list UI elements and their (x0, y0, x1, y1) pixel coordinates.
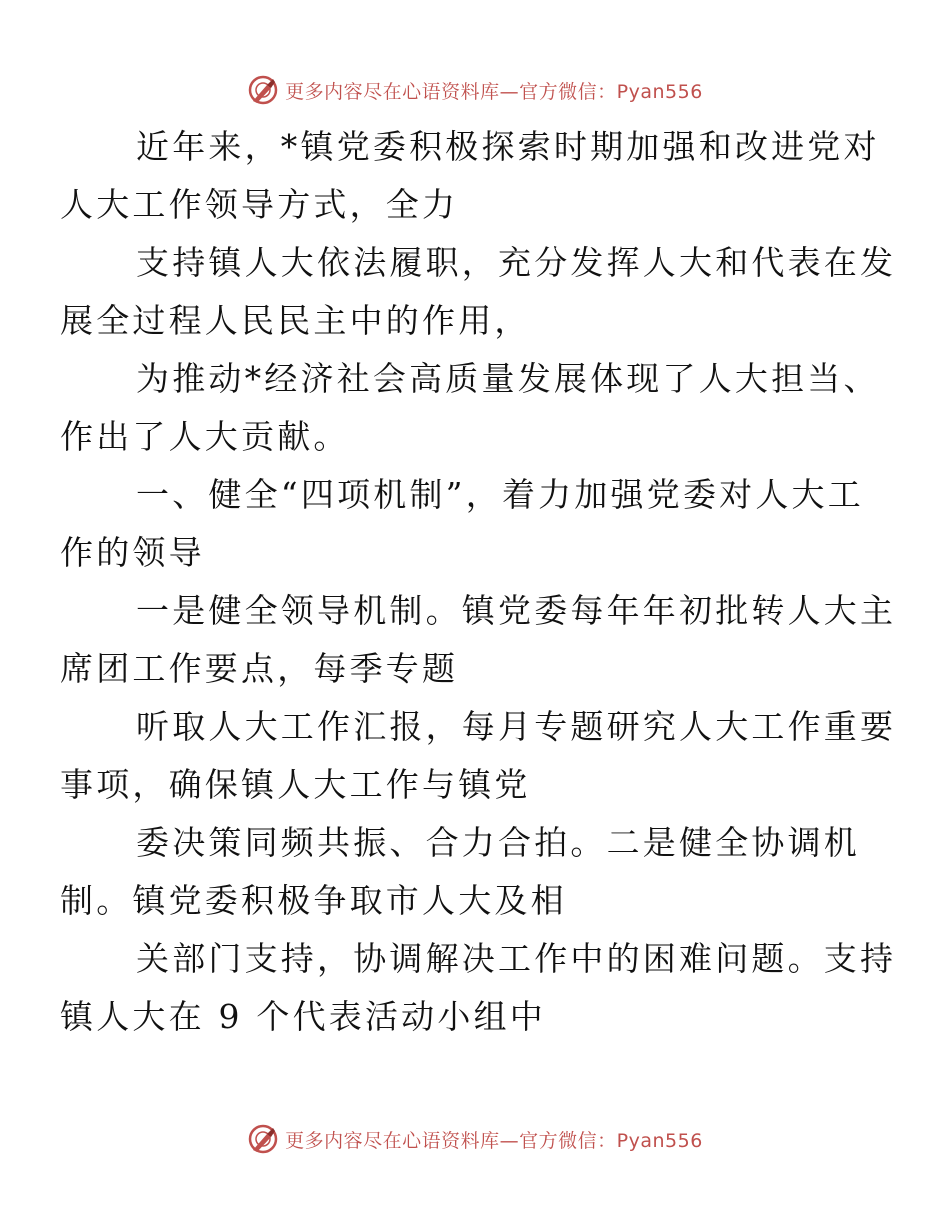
paragraph-line: 人大工作领导方式，全力 (60, 185, 459, 224)
paragraph-6 (60, 698, 897, 814)
pen-nib-circle-icon (247, 74, 279, 106)
paragraph-line: 席团工作要点，每季专题 (60, 649, 459, 688)
header-banner-text: 更多内容尽在心语资料库—官方微信：Pyan556 (285, 80, 703, 103)
paragraph-line: 一、健全“四项机制”，着力加强党委对人大工 (136, 475, 864, 514)
paragraph-line: 作出了人大贡献。 (60, 417, 350, 456)
paragraph-7 (60, 814, 860, 930)
paragraph-line: 一是健全领导机制。镇党委每年年初批转人大主 (136, 591, 897, 630)
paragraph-line: 近年来，*镇党委积极探索时期加强和改进党对 (136, 127, 880, 166)
paragraph-line: 关部门支持，协调解决工作中的困难问题。支持 (136, 939, 897, 978)
paragraph-1 (60, 118, 880, 234)
paragraph-line: 听取人大工作汇报，每月专题研究人大工作重要 (136, 707, 897, 746)
paragraph-line: 作的领导 (60, 533, 205, 572)
paragraph-line: 支持镇人大依法履职，充分发挥人大和代表在发 (136, 243, 897, 282)
header-banner (0, 70, 950, 110)
paragraph-line: 委决策同频共振、合力合拍。二是健全协调机 (136, 823, 860, 862)
paragraph-line: 事项，确保镇人大工作与镇党 (60, 765, 531, 804)
paragraph-line: 展全过程人民民主中的作用， (60, 301, 531, 340)
paragraph-3 (60, 350, 880, 466)
section-heading (60, 466, 864, 582)
paragraph-8 (60, 930, 897, 1046)
footer-banner (0, 1119, 950, 1159)
paragraph-line: 镇人大在 9 个代表活动小组中 (60, 997, 546, 1036)
document-body (60, 118, 897, 1046)
footer-banner-text: 更多内容尽在心语资料库—官方微信：Pyan556 (285, 1129, 703, 1152)
pen-nib-circle-icon (247, 1123, 279, 1155)
paragraph-line: 制。镇党委积极争取市人大及相 (60, 881, 567, 920)
paragraph-5 (60, 582, 897, 698)
paragraph-line: 为推动*经济社会高质量发展体现了人大担当、 (136, 359, 880, 398)
paragraph-2 (60, 234, 897, 350)
